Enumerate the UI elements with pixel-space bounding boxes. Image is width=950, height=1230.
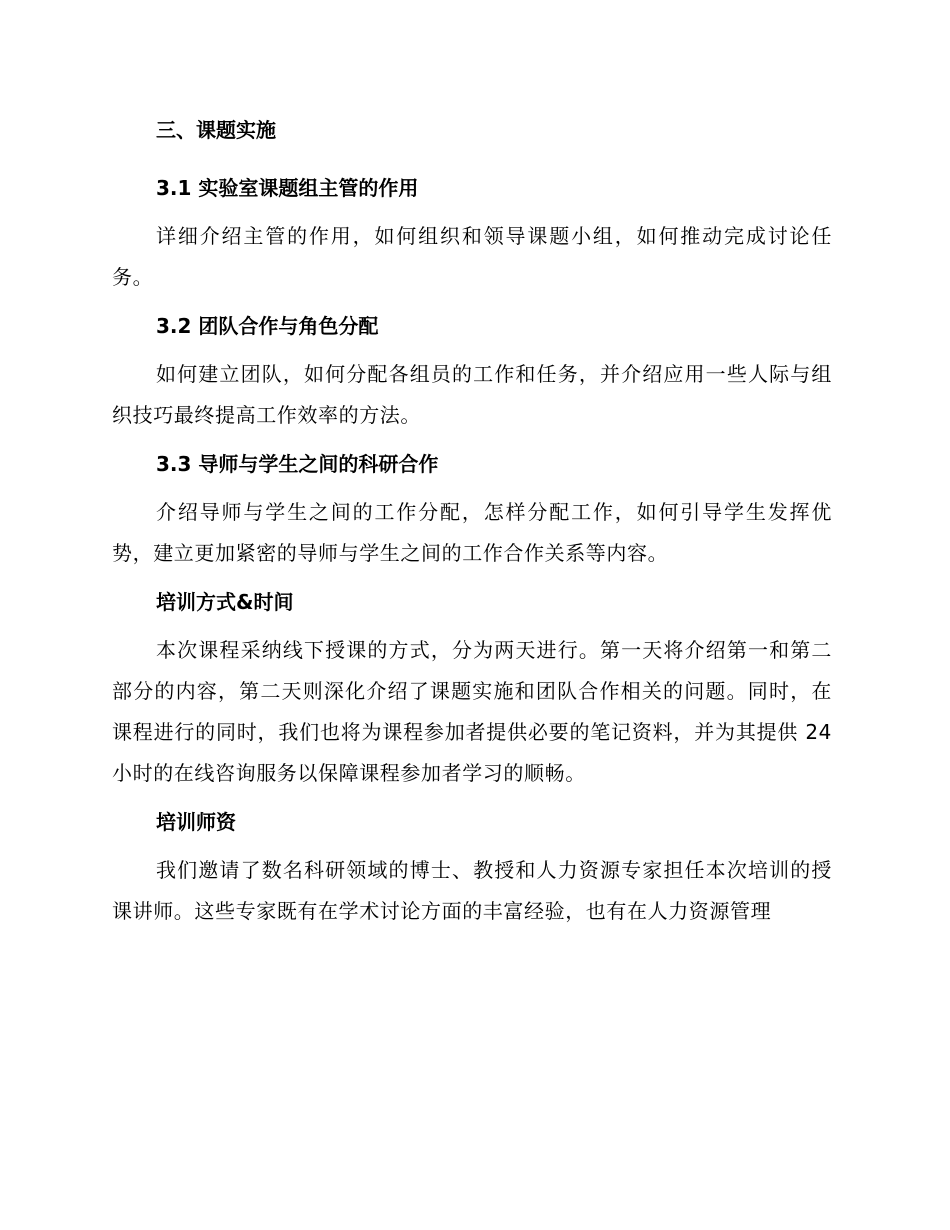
section-3-3-heading: 3.3 导师与学生之间的科研合作 [156,452,439,476]
section-3-2-paragraph: 如何建立团队，如何分配各组员的工作和任务，并介绍应用一些人际与组织技巧最终提高工作效率的方法。 [112,362,832,427]
section-3-heading: 三、课题实施 [156,118,276,142]
training-mode-heading: 培训方式&时间 [156,590,294,614]
section-3-1-paragraph: 详细介绍主管的作用，如何组织和领导课题小组，如何推动完成讨论任务。 [112,224,832,289]
training-mode-paragraph: 本次课程采纳线下授课的方式，分为两天进行。第一天将介绍第一和第二部分的内容，第二天则深化介绍了课题实施和团队合作相关的问题。同时，在课程进行的同时，我们也将为课程参加者提供必要的笔记资料，并为其提供 24 小时的在线咨询服务以保障课程参加者学习的顺畅。 [112,638,832,785]
section-3-1-heading: 3.1 实验室课题组主管的作用 [156,176,419,200]
document-content [112,108,832,932]
section-3-2-heading: 3.2 团队合作与角色分配 [156,314,379,338]
training-faculty-paragraph: 我们邀请了数名科研领域的博士、教授和人力资源专家担任本次培训的授课讲师。这些专家既有在学术讨论方面的丰富经验，也有在人力资源管理 [112,858,832,923]
training-faculty-heading: 培训师资 [156,810,236,834]
section-3-3-paragraph: 介绍导师与学生之间的工作分配，怎样分配工作，如何引导学生发挥优势，建立更加紧密的导师与学生之间的工作合作关系等内容。 [112,500,832,565]
